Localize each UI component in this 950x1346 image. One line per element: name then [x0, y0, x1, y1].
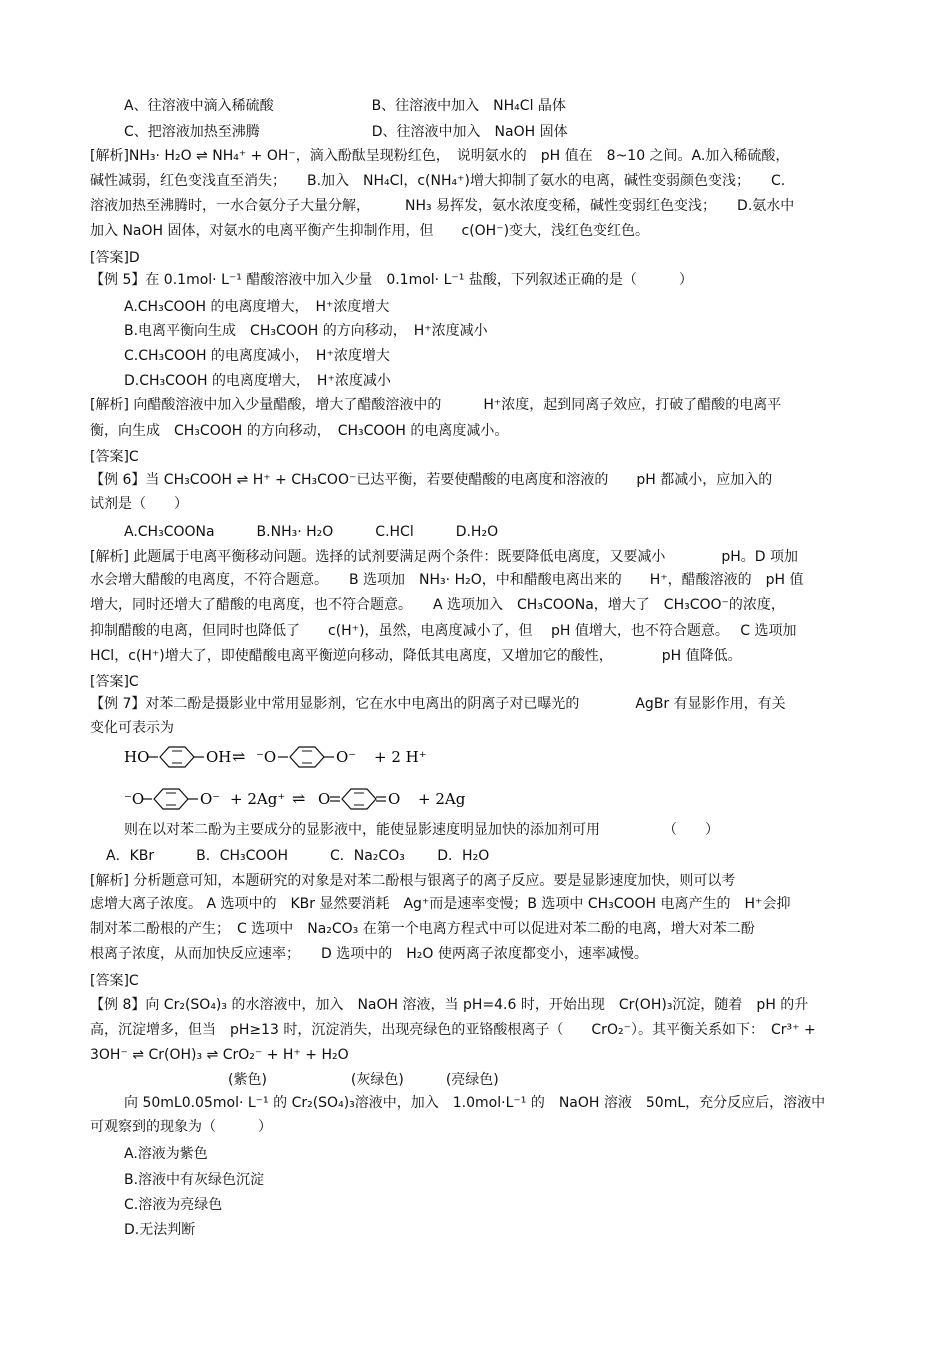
option-a: A.CH₃COOH 的电离度增大， H⁺浓度增大: [124, 299, 390, 315]
option-d: D.CH₃COOH 的电离度增大， H⁺浓度减小: [124, 373, 391, 389]
example-5-question: 【例 5】在 0.1mol· L⁻¹ 醋酸溶液中加入少量 0.1mol· L⁻¹ 盐酸，下列叙述正确的是（ ）: [90, 272, 693, 288]
eq-hydroxyl-right: OH: [206, 748, 232, 766]
equilibrium-arrow-icon: ⇌: [292, 789, 306, 808]
svg-text:O⁻: O⁻: [200, 790, 221, 808]
example-6-question: 【例 6】当 CH₃COOH ⇌ H⁺ + CH₃COO⁻已达平衡，若要使醋酸的电离度和溶液的 pH 都减小，应加入的: [90, 472, 773, 488]
example-7-question: 【例 7】对苯二酚是摄影业中常用显影剂，它在水中电离出的阴离子对已曝光的 AgBr 有显影作用，有关: [90, 696, 786, 712]
analysis-line: 溶液加热至沸腾时，一水合氨分子大量分解， NH₃ 易挥发，氨水浓度变稀，碱性变弱红色变浅； D.氨水中: [90, 198, 795, 214]
example-7-question: 变化可表示为: [90, 720, 174, 736]
example-6-question: 试剂是（ ）: [90, 496, 188, 512]
reaction-equation-1: [122, 740, 462, 774]
example-8-question: 向 50mL0.05mol· L⁻¹ 的 Cr₂(SO₄)₃溶液中，加入 1.0mol·L⁻¹ 的 NaOH 溶液 50mL，充分反应后，溶液中: [124, 1095, 826, 1111]
example-7-options: A．KBr B．CH₃COOH C．Na₂CO₃ D．H₂O: [106, 848, 490, 864]
equilibrium-relation: 3OH⁻ ⇌ Cr(OH)₃ ⇌ CrO₂⁻ + H⁺ + H₂O: [90, 1047, 349, 1063]
analysis-line: 制对苯二酚根的产生； C 选项中 Na₂CO₃ 在第一个电离方程式中可以促进对苯二酚的电离，增大对苯二酚: [90, 921, 755, 937]
svg-text:⁻O: ⁻O: [256, 748, 277, 766]
analysis-line: 水会增大醋酸的电离度，不符合题意。 B 选项加 NH₃· H₂O，中和醋酸电离出来的 H⁺，醋酸溶液的 pH 值: [90, 572, 804, 588]
analysis-line: [解析] 此题属于电离平衡移动问题。选择的试剂要满足两个条件：既要降低电离度，又要减小 pH。D 项加: [90, 549, 799, 565]
benzene-ring-icon: [160, 747, 194, 767]
analysis-line: [解析]NH₃· H₂O ⇌ NH₄⁺ + OH⁻，滴入酚酞呈现粉红色， 说明氨水的 pH 值在 8~10 之间。A.加入稀硫酸，: [90, 148, 790, 164]
reaction-equation-2: [122, 782, 482, 816]
analysis-line: [解析] 分析题意可知，本题研究的对象是对苯二酚根与银离子的离子反应。要是显影速度加快，则可以考: [90, 873, 736, 889]
svg-text:⁻O: ⁻O: [124, 790, 145, 808]
quinone-ring-icon: [342, 789, 376, 809]
answer-line: [答案]C: [90, 973, 139, 989]
option-a-b: A、往溶液中滴入稀硫酸 B、往溶液中加入 NH₄Cl 晶体: [124, 98, 566, 114]
option-c-d: C、把溶液加热至沸腾 D、往溶液中加入 NaOH 固体: [124, 124, 568, 140]
answer-line: [答案]C: [90, 674, 139, 690]
option-c: C.CH₃COOH 的电离度减小， H⁺浓度增大: [124, 348, 390, 364]
analysis-line: 加入 NaOH 固体，对氨水的电离平衡产生抑制作用，但 c(OH⁻)变大，浅红色变红色。: [90, 223, 650, 239]
option-a: A.溶液为紫色: [124, 1146, 208, 1162]
analysis-line: [解析] 向醋酸溶液中加入少量醋酸，增大了醋酸溶液中的 H⁺浓度，起到同离子效应，打破了醋酸的电离平: [90, 397, 782, 413]
option-c: C.溶液为亮绿色: [124, 1197, 223, 1213]
analysis-line: 抑制醋酸的电离，但同时也降低了 c(H⁺)，虽然，电离度减小了，但 pH 值增大，也不符合题意。 C 选项加: [90, 623, 797, 639]
analysis-line: 虑增大离子浓度。 A 选项中的 KBr 显然要消耗 Ag⁺而是速率变慢；B 选项中 CH₃COOH 电离产生的 H⁺会抑: [90, 896, 791, 912]
benzene-ring-icon: [154, 789, 188, 809]
benzene-ring-icon: [290, 747, 324, 767]
color-labels: (紫色) (灰绿色) (亮绿色): [228, 1072, 499, 1088]
svg-text:+ 2Ag: + 2Ag: [418, 790, 466, 808]
example-6-options: A.CH₃COONa B.NH₃· H₂O C.HCl D.H₂O: [124, 524, 499, 540]
example-7-question: 则在以对苯二酚为主要成分的显影液中，能使显影速度明显加快的添加剂可用 （ ）: [124, 822, 719, 838]
eq-hydroxyl-left: HO: [124, 748, 150, 766]
svg-text:O: O: [388, 790, 401, 808]
analysis-line: 碱性减弱，红色变浅直至消失； B.加入 NH₄Cl，c(NH₄⁺)增大抑制了氨水的电离，碱性变弱颜色变浅； C.: [90, 173, 786, 189]
analysis-line: HCl，c(H⁺)增大了，即使醋酸电离平衡逆向移动，降低其电离度，又增加它的酸性， pH 值降低。: [90, 648, 742, 664]
example-8-question: 【例 8】向 Cr₂(SO₄)₃ 的水溶液中，加入 NaOH 溶液，当 pH=4.6 时，开始出现 Cr(OH)₃沉淀，随着 pH 的升: [90, 997, 809, 1013]
example-8-question: 高，沉淀增多，但当 pH≥13 时，沉淀消失，出现亮绿色的亚铬酸根离子（ CrO₂⁻）。其平衡关系如下： Cr³⁺ +: [90, 1022, 816, 1038]
analysis-line: 衡，向生成 CH₃COOH 的方向移动， CH₃COOH 的电离度减小。: [90, 423, 509, 439]
equilibrium-arrow-icon: ⇌: [232, 747, 246, 766]
example-8-question: 可观察到的现象为（ ）: [90, 1119, 272, 1135]
analysis-line: 根离子浓度，从而加快反应速率； D 选项中的 H₂O 使两离子浓度都变小，速率减慢。: [90, 946, 648, 962]
option-b: B.电离平衡向生成 CH₃COOH 的方向移动， H⁺浓度减小: [124, 323, 488, 339]
svg-text:+ 2Ag⁺: + 2Ag⁺: [230, 790, 286, 808]
option-b: B.溶液中有灰绿色沉淀: [124, 1172, 265, 1188]
answer-line: [答案]D: [90, 250, 140, 266]
svg-text:+ 2 H⁺: + 2 H⁺: [374, 748, 427, 766]
svg-text:O: O: [318, 790, 331, 808]
option-d: D.无法判断: [124, 1222, 196, 1238]
analysis-line: 增大，同时还增大了醋酸的电离度，也不符合题意。 A 选项加入 CH₃COONa，增大了 CH₃COO⁻的浓度，: [90, 597, 785, 613]
answer-line: [答案]C: [90, 449, 139, 465]
svg-text:O⁻: O⁻: [336, 748, 357, 766]
